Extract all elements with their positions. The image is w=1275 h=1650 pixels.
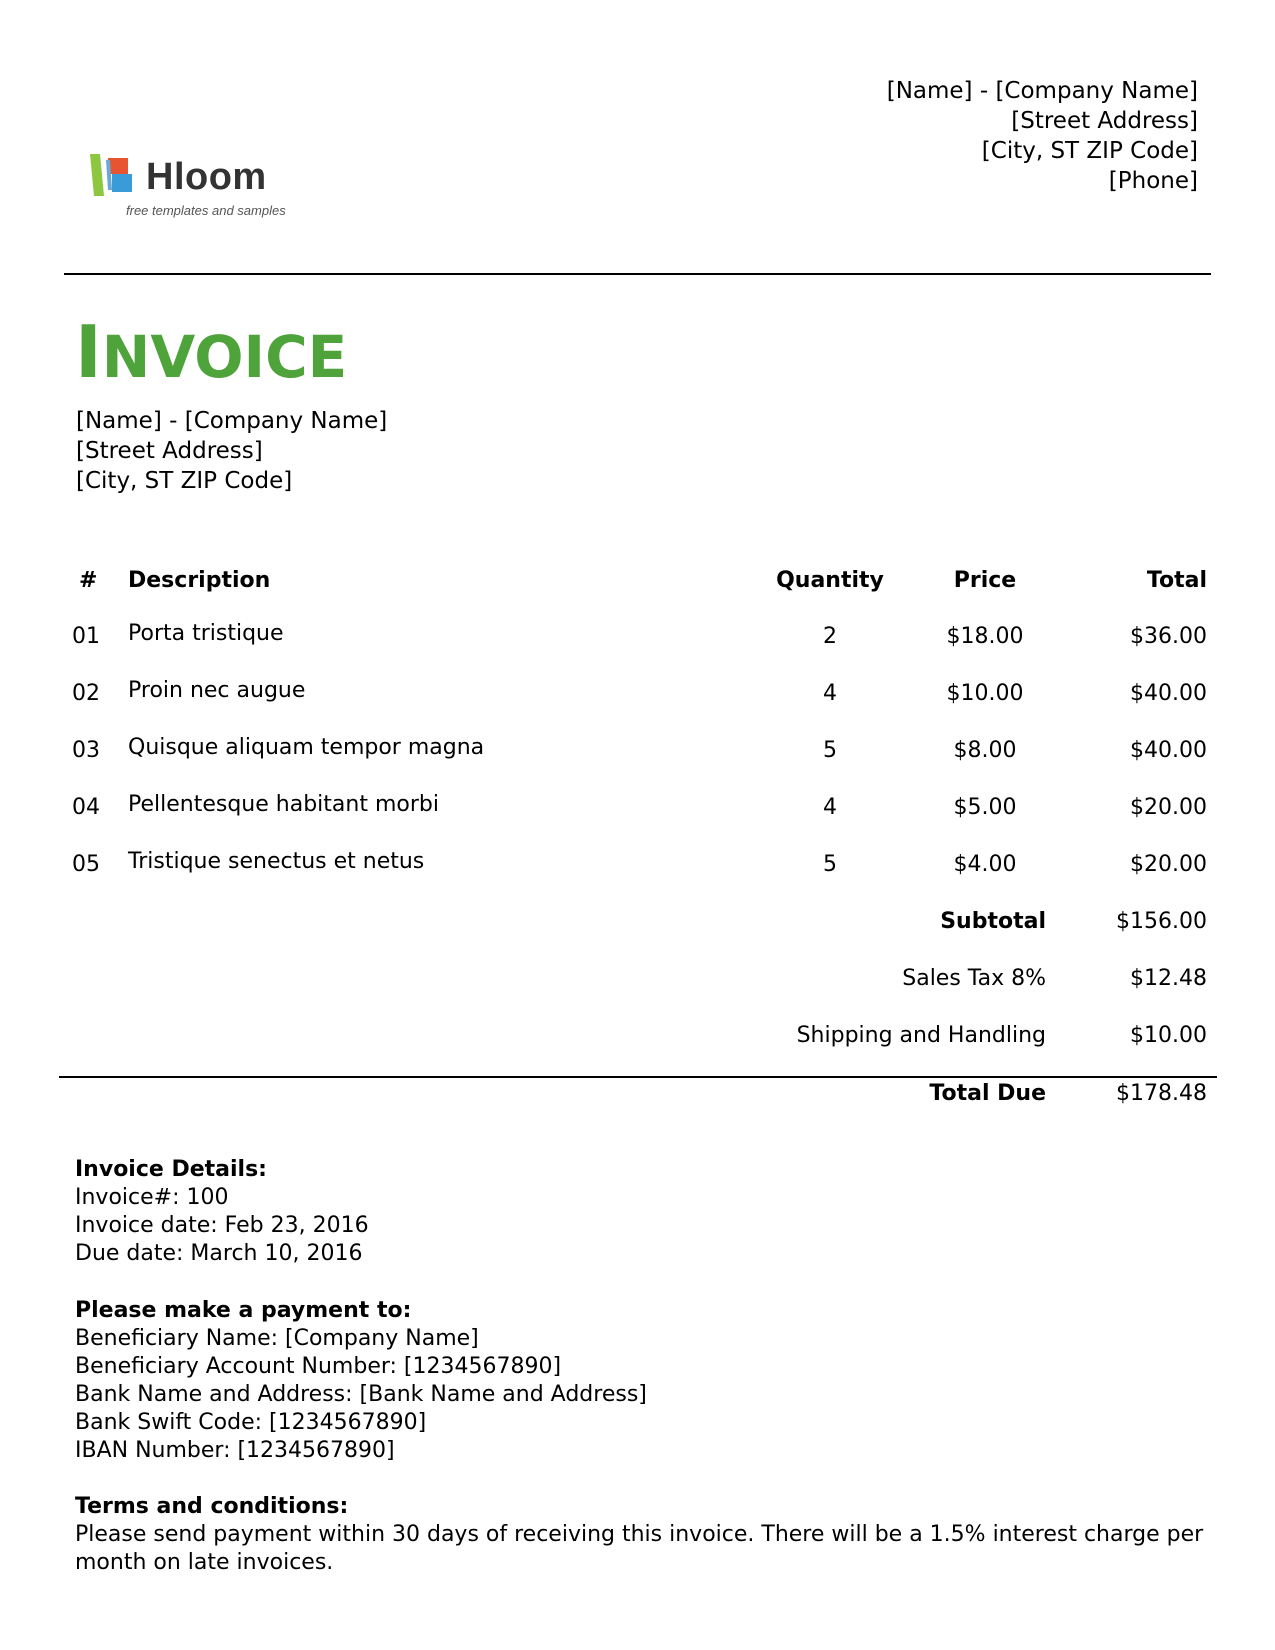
row-number: 04 bbox=[72, 795, 100, 820]
shipping-value: $10.00 bbox=[1130, 1023, 1207, 1048]
invoice-number: Invoice#: 100 bbox=[75, 1185, 229, 1210]
row-total: $20.00 bbox=[1130, 852, 1207, 877]
header-divider bbox=[64, 273, 1211, 275]
invoice-details-heading: Invoice Details: bbox=[75, 1157, 267, 1182]
recipient-name-company: [Name] - [Company Name] bbox=[76, 408, 388, 434]
row-description: Quisque aliquam tempor magna bbox=[128, 735, 485, 760]
row-number: 01 bbox=[72, 624, 100, 649]
invoice-title-rest: NVOICE bbox=[101, 323, 348, 391]
sender-phone: [Phone] bbox=[1108, 168, 1198, 194]
sender-city: [City, ST ZIP Code] bbox=[981, 138, 1198, 164]
sales-tax-label: Sales Tax 8% bbox=[902, 966, 1046, 991]
subtotal-label: Subtotal bbox=[940, 909, 1046, 934]
invoice-title-initial: I bbox=[75, 310, 102, 394]
payment-heading: Please make a payment to: bbox=[75, 1298, 412, 1323]
row-quantity: 4 bbox=[823, 681, 837, 706]
row-total: $20.00 bbox=[1130, 795, 1207, 820]
row-quantity: 4 bbox=[823, 795, 837, 820]
row-quantity: 5 bbox=[823, 852, 837, 877]
row-description: Porta tristique bbox=[128, 621, 284, 646]
bank-name-address: Bank Name and Address: [Bank Name and Address] bbox=[75, 1382, 647, 1407]
row-price: $8.00 bbox=[953, 738, 1017, 763]
row-number: 02 bbox=[72, 681, 100, 706]
terms-and-conditions bbox=[75, 1493, 1205, 1577]
col-header-number: # bbox=[79, 568, 98, 593]
row-price: $5.00 bbox=[953, 795, 1017, 820]
row-description: Proin nec augue bbox=[128, 678, 306, 703]
row-number: 05 bbox=[72, 852, 100, 877]
logo-mark-icon bbox=[88, 152, 144, 200]
sales-tax-value: $12.48 bbox=[1130, 966, 1207, 991]
row-quantity: 2 bbox=[823, 624, 837, 649]
logo-brand: Hloom bbox=[146, 156, 267, 198]
shipping-label: Shipping and Handling bbox=[796, 1023, 1046, 1048]
row-total: $40.00 bbox=[1130, 738, 1207, 763]
row-description: Pellentesque habitant morbi bbox=[128, 792, 439, 817]
subtotal-value: $156.00 bbox=[1116, 909, 1207, 934]
row-description: Tristique senectus et netus bbox=[128, 849, 425, 874]
recipient-street: [Street Address] bbox=[76, 438, 263, 464]
row-price: $4.00 bbox=[953, 852, 1017, 877]
invoice-title bbox=[75, 312, 347, 397]
invoice-date: Invoice date: Feb 23, 2016 bbox=[75, 1213, 369, 1238]
sender-name-company: [Name] - [Company Name] bbox=[886, 78, 1198, 104]
col-header-quantity: Quantity bbox=[776, 568, 884, 593]
total-due-value: $178.48 bbox=[1116, 1081, 1207, 1106]
col-header-total: Total bbox=[1146, 568, 1207, 593]
recipient-city: [City, ST ZIP Code] bbox=[76, 468, 293, 494]
terms-heading: Terms and conditions: bbox=[75, 1494, 349, 1519]
row-total: $40.00 bbox=[1130, 681, 1207, 706]
beneficiary-name: Beneficiary Name: [Company Name] bbox=[75, 1326, 479, 1351]
row-price: $10.00 bbox=[946, 681, 1024, 706]
logo-tagline: free templates and samples bbox=[126, 203, 286, 218]
row-quantity: 5 bbox=[823, 738, 837, 763]
iban-number: IBAN Number: [1234567890] bbox=[75, 1438, 395, 1463]
invoice-details bbox=[75, 1156, 369, 1268]
sender-street: [Street Address] bbox=[1011, 108, 1198, 134]
col-header-price: Price bbox=[953, 568, 1017, 593]
terms-text: Please send payment within 30 days of receiving this invoice. There will be a 1.5% interest charge per month on late invoices. bbox=[75, 1522, 1204, 1575]
total-due-label: Total Due bbox=[929, 1081, 1046, 1106]
recipient-address bbox=[76, 406, 387, 496]
row-number: 03 bbox=[72, 738, 100, 763]
row-price: $18.00 bbox=[946, 624, 1024, 649]
bank-swift-code: Bank Swift Code: [1234567890] bbox=[75, 1410, 427, 1435]
sender-address bbox=[887, 76, 1198, 196]
col-header-description: Description bbox=[128, 568, 271, 593]
due-date: Due date: March 10, 2016 bbox=[75, 1241, 363, 1266]
total-divider bbox=[59, 1076, 1217, 1078]
row-total: $36.00 bbox=[1130, 624, 1207, 649]
payment-info bbox=[75, 1297, 647, 1465]
beneficiary-account-number: Beneficiary Account Number: [1234567890] bbox=[75, 1354, 562, 1379]
